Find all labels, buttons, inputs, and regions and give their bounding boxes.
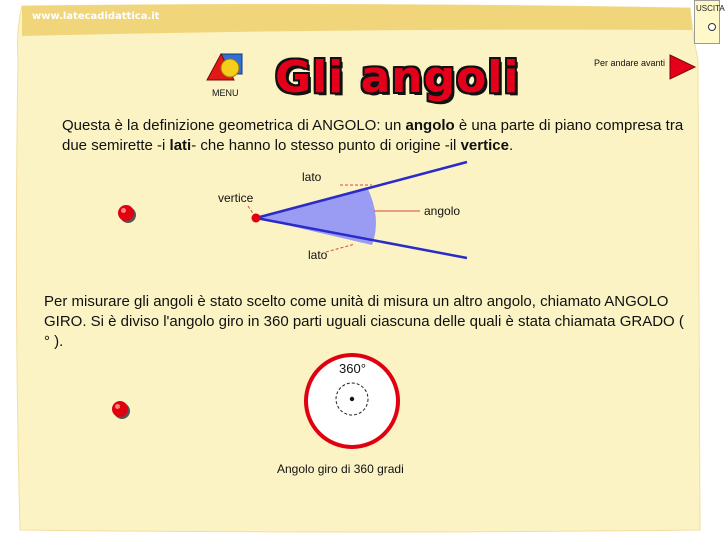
term-angle: angolo xyxy=(405,117,455,134)
site-url: www.latecadidattica.it xyxy=(32,11,160,22)
red-bullet-icon xyxy=(117,204,137,224)
angle-diagram xyxy=(210,166,480,266)
menu-label: MENU xyxy=(212,88,239,98)
label-side-top: lato xyxy=(302,170,322,184)
term-vertex: vertice xyxy=(460,137,509,154)
definition-text xyxy=(62,116,692,156)
degrees-label: 360° xyxy=(339,361,366,376)
red-bullet-icon xyxy=(111,400,131,420)
center-point xyxy=(350,397,354,401)
leader-side-bottom xyxy=(326,244,355,252)
exit-button[interactable] xyxy=(694,0,725,44)
label-side-bottom: lato xyxy=(308,248,328,262)
definition-part-2: è una parte di piano compresa tra due semirette -i xyxy=(62,117,684,154)
definition-part-4: . xyxy=(508,137,514,154)
definition-part-3: - che hanno lo stesso punto di origine -il xyxy=(191,137,461,154)
leader-vertex xyxy=(248,206,254,215)
definition-part-1: Questa è la definizione geometrica di ANGOLO: un xyxy=(62,117,406,134)
audio-bullet-1[interactable] xyxy=(117,204,137,224)
vertex-point xyxy=(252,214,261,223)
label-angle: angolo xyxy=(424,204,461,218)
page-title: Gli angoli xyxy=(275,52,520,103)
label-vertex: vertice xyxy=(218,191,254,205)
full-turn-diagram xyxy=(304,353,400,453)
exit-dot-icon xyxy=(708,23,716,31)
next-arrow-icon xyxy=(668,54,696,80)
menu-button[interactable] xyxy=(204,48,256,100)
full-turn-caption: Angolo giro di 360 gradi xyxy=(277,462,404,476)
measure-text: Per misurare gli angoli è stato scelto come unità di misura un altro angolo, chiamato ANGOLO GIRO. Si è diviso l'angolo giro in 360 parti uguali ciascuna delle quali è stata chiamata GRADO ( ° ). xyxy=(44,293,684,350)
menu-shapes-icon xyxy=(204,48,256,88)
next-button[interactable] xyxy=(668,54,696,80)
term-sides: lati xyxy=(169,137,192,154)
next-caption: Per andare avanti xyxy=(594,58,666,68)
exit-label: USCITA xyxy=(696,4,725,13)
audio-bullet-2[interactable] xyxy=(111,400,131,420)
